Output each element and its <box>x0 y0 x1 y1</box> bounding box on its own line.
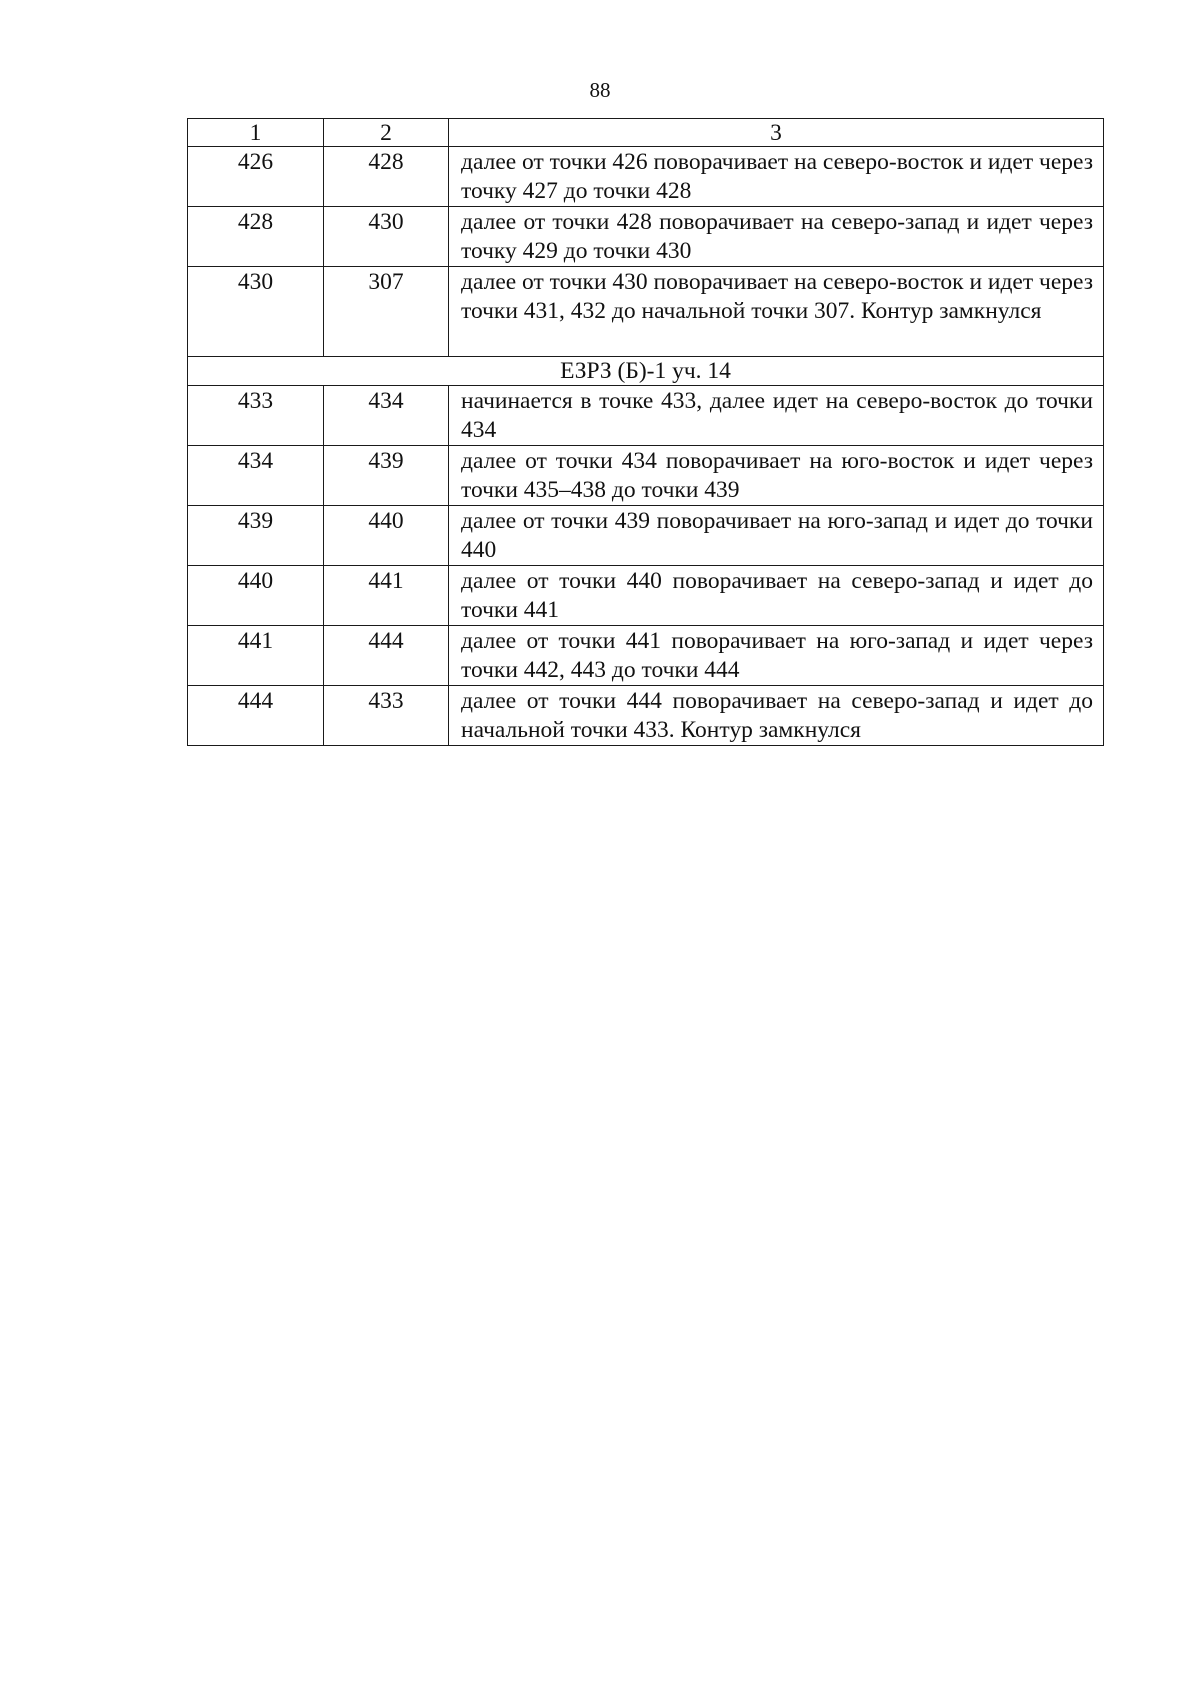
start-point-cell: 433 <box>188 386 324 446</box>
start-point-cell: 441 <box>188 626 324 686</box>
end-point-cell: 440 <box>324 506 449 566</box>
description-cell: далее от точки 426 поворачивает на северо-восток и идет через точку 427 до точки 428 <box>449 147 1104 207</box>
description-cell: далее от точки 441 поворачивает на юго-запад и идет через точки 442, 443 до точки 444 <box>449 626 1104 686</box>
description-cell: далее от точки 430 поворачивает на северо-восток и идет через точки 431, 432 до начальной точки 307. Контур замкнулся <box>449 267 1104 357</box>
section-title: ЕЗРЗ (Б)-1 уч. 14 <box>188 357 1104 386</box>
table-row <box>188 686 1104 746</box>
description-cell: далее от точки 444 поворачивает на северо-запад и идет до начальной точки 433. Контур замкнулся <box>449 686 1104 746</box>
table-row <box>188 566 1104 626</box>
end-point-cell: 307 <box>324 267 449 357</box>
column-header-1: 1 <box>188 119 324 147</box>
description-cell: начинается в точке 433, далее идет на северо-восток до точки 434 <box>449 386 1104 446</box>
start-point-cell: 430 <box>188 267 324 357</box>
page-number: 88 <box>589 78 611 102</box>
table-row <box>188 267 1104 357</box>
column-header-2: 2 <box>324 119 449 147</box>
start-point-cell: 428 <box>188 207 324 267</box>
start-point-cell: 439 <box>188 506 324 566</box>
end-point-cell: 428 <box>324 147 449 207</box>
table-row <box>188 506 1104 566</box>
table-row <box>188 626 1104 686</box>
column-header-3: 3 <box>449 119 1104 147</box>
description-cell: далее от точки 428 поворачивает на северо-запад и идет через точку 429 до точки 430 <box>449 207 1104 267</box>
end-point-cell: 441 <box>324 566 449 626</box>
start-point-cell: 434 <box>188 446 324 506</box>
table-row <box>188 207 1104 267</box>
table-header-row <box>188 119 1104 147</box>
end-point-cell: 434 <box>324 386 449 446</box>
description-cell: далее от точки 434 поворачивает на юго-восток и идет через точки 435–438 до точки 439 <box>449 446 1104 506</box>
boundary-description-table <box>187 118 1104 746</box>
description-cell: далее от точки 440 поворачивает на северо-запад и идет до точки 441 <box>449 566 1104 626</box>
description-cell: далее от точки 439 поворачивает на юго-запад и идет до точки 440 <box>449 506 1104 566</box>
start-point-cell: 440 <box>188 566 324 626</box>
end-point-cell: 444 <box>324 626 449 686</box>
table-row <box>188 386 1104 446</box>
start-point-cell: 426 <box>188 147 324 207</box>
end-point-cell: 433 <box>324 686 449 746</box>
table-row <box>188 446 1104 506</box>
end-point-cell: 439 <box>324 446 449 506</box>
start-point-cell: 444 <box>188 686 324 746</box>
table-row <box>188 147 1104 207</box>
end-point-cell: 430 <box>324 207 449 267</box>
section-header-row <box>188 357 1104 386</box>
